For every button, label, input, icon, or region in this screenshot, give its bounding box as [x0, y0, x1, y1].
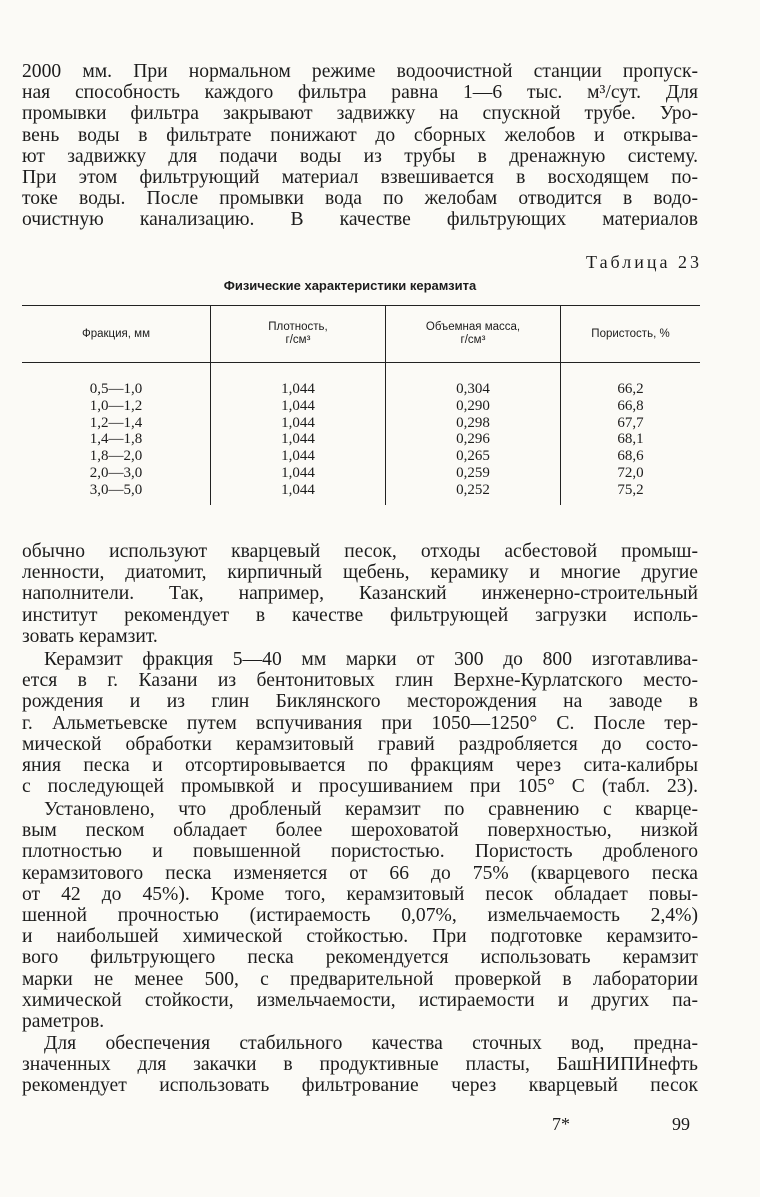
header-porosity: Пористость, %: [561, 306, 701, 363]
table-row: [22, 363, 700, 505]
table-cell: 1,044: [281, 481, 315, 498]
text-line: промывки фильтра закрывают задвижку на спускной трубе. Уро-: [22, 103, 698, 125]
table-cell: 0,298: [456, 414, 490, 431]
table-cell: 2,0—3,0: [89, 464, 143, 481]
table-cell: 0,296: [456, 431, 490, 448]
text-line: плотностью и повышенной пористостью. Пористость дробленого: [22, 841, 698, 863]
text-line: яния песка и отсортировывается по фракциям через сита-калибры: [22, 755, 698, 777]
text-line: вень воды в фильтрате понижают до сборных желобов и открыва-: [22, 124, 698, 146]
text-line: с последующей промывкой и просушиванием при 105° С (табл. 23).: [22, 776, 698, 798]
fraction-column: [22, 363, 211, 505]
text-line: Установлено, что дробленый керамзит по сравнению с кварце-: [44, 799, 698, 820]
text-line: ют задвижку для подачи воды из трубы в дренажную систему.: [22, 145, 698, 167]
header-bulk-mass: Объемная масса, г/см³: [386, 306, 561, 363]
text-line: мической обработки керамзитовый гравий раздробляется до состо-: [22, 733, 698, 755]
table-title: Физические характеристики керамзита: [223, 278, 477, 293]
ceramsite-table: [22, 305, 700, 505]
text-line: вого фильтрующего песка рекомендуется использовать керамзит: [22, 947, 698, 969]
table-cell: 1,044: [281, 381, 315, 397]
header-density: Плотность, г/см³: [211, 306, 386, 363]
table-cell: 68,6: [617, 448, 644, 465]
text-line: ная способность каждого фильтра равна 1—6 тыс. м³/сут. Для: [22, 82, 698, 104]
table-cell: 1,4—1,8: [89, 431, 143, 448]
signature-mark: 7*: [552, 1114, 570, 1134]
table-cell: 0,304: [456, 381, 490, 397]
text-line: от 42 до 45%). Кроме того, керамзитовый песок обладает повы-: [22, 883, 698, 905]
text-line: раметров.: [22, 1011, 105, 1033]
table-cell: 1,044: [281, 414, 315, 431]
text-line: химической стойкости, измельчаемости, истираемости и других па-: [22, 989, 698, 1011]
text-line: Для обеспечения стабильного качества сточных вод, предна-: [44, 1033, 698, 1054]
table-cell: 1,2—1,4: [89, 414, 143, 431]
table-cell: 1,044: [281, 397, 315, 414]
text-line: значенных для закачки в продуктивные пласты, БашНИПИнефть: [22, 1054, 698, 1076]
top-paragraph: [22, 61, 698, 231]
text-line: рекомендует использовать фильтрование через кварцевый песок: [22, 1075, 698, 1097]
porosity-column: [561, 363, 701, 505]
text-line: обычно используют кварцевый песок, отходы асбестовой промыш-: [22, 541, 698, 562]
table-cell: 1,044: [281, 431, 315, 448]
table-cell: 0,259: [456, 464, 490, 481]
text-line: При этом фильтрующий материал взвешивается в восходящем по-: [22, 167, 698, 189]
text-line: ленности, диатомит, кирпичный щебень, керамику и многие другие: [22, 562, 698, 584]
text-line: очистную канализацию. В качестве фильтрующих материалов: [22, 209, 698, 231]
table-cell: 0,252: [456, 481, 490, 498]
paragraph-2: [22, 541, 698, 647]
table-header-row: [22, 306, 700, 363]
table-cell: 75,2: [617, 481, 644, 498]
text-line: г. Альметьевске путем вспучивания при 1050—1250° С. После тер-: [22, 712, 698, 734]
header-fraction: Фракция, мм: [22, 306, 211, 363]
text-line: 2000 мм. При нормальном режиме водоочистной станции пропуск-: [22, 61, 698, 82]
text-line: зовать керамзит.: [22, 625, 158, 647]
text-line: и наибольшей химической стойкостью. При подготовке керамзито-: [22, 926, 698, 948]
table-cell: 68,1: [617, 431, 644, 448]
table-cell: 0,265: [456, 448, 490, 465]
table-cell: 1,0—1,2: [89, 397, 143, 414]
table-cell: 72,0: [617, 464, 644, 481]
paragraph-4: [22, 799, 698, 1032]
table-cell: 1,044: [281, 448, 315, 465]
bulk-mass-column: [386, 363, 561, 505]
table-cell: 0,290: [456, 397, 490, 414]
table-cell: 66,8: [617, 397, 644, 414]
table-label: Таблица 23: [586, 252, 702, 272]
text-line: Керамзит фракция 5—40 мм марки от 300 до 800 изготавлива-: [44, 649, 698, 670]
text-line: ется в г. Казани из бентонитовых глин Верхне-Курлатского место-: [22, 670, 698, 692]
table-cell: 1,8—2,0: [89, 448, 143, 465]
text-line: вым песком обладает более шероховатой поверхностью, низкой: [22, 820, 698, 842]
text-line: рождения и из глин Биклянского месторождения на заводе в: [22, 691, 698, 713]
paragraph-3: [22, 649, 698, 797]
table-cell: 67,7: [617, 414, 644, 431]
text-line: наполнители. Так, например, Казанский инженерно-строительный: [22, 583, 698, 605]
text-line: институт рекомендует в качестве фильтрующей загрузки исполь-: [22, 604, 698, 626]
text-line: марки не менее 500, с предварительной проверкой в лаборатории: [22, 968, 698, 990]
text-line: шенной прочностью (истираемость 0,07%, измельчаемость 2,4%): [22, 905, 698, 927]
density-column: [211, 363, 386, 505]
table-cell: 0,5—1,0: [89, 381, 143, 397]
text-line: токе воды. После промывки вода по желобам отводится в водо-: [22, 188, 698, 210]
table-cell: 3,0—5,0: [89, 481, 143, 498]
text-line: керамзитового песка изменяется от 66 до 75% (кварцевого песка: [22, 862, 698, 884]
page-number: 99: [672, 1114, 690, 1134]
paragraph-5: [22, 1033, 698, 1097]
table-cell: 1,044: [281, 464, 315, 481]
table-cell: 66,2: [617, 381, 644, 397]
